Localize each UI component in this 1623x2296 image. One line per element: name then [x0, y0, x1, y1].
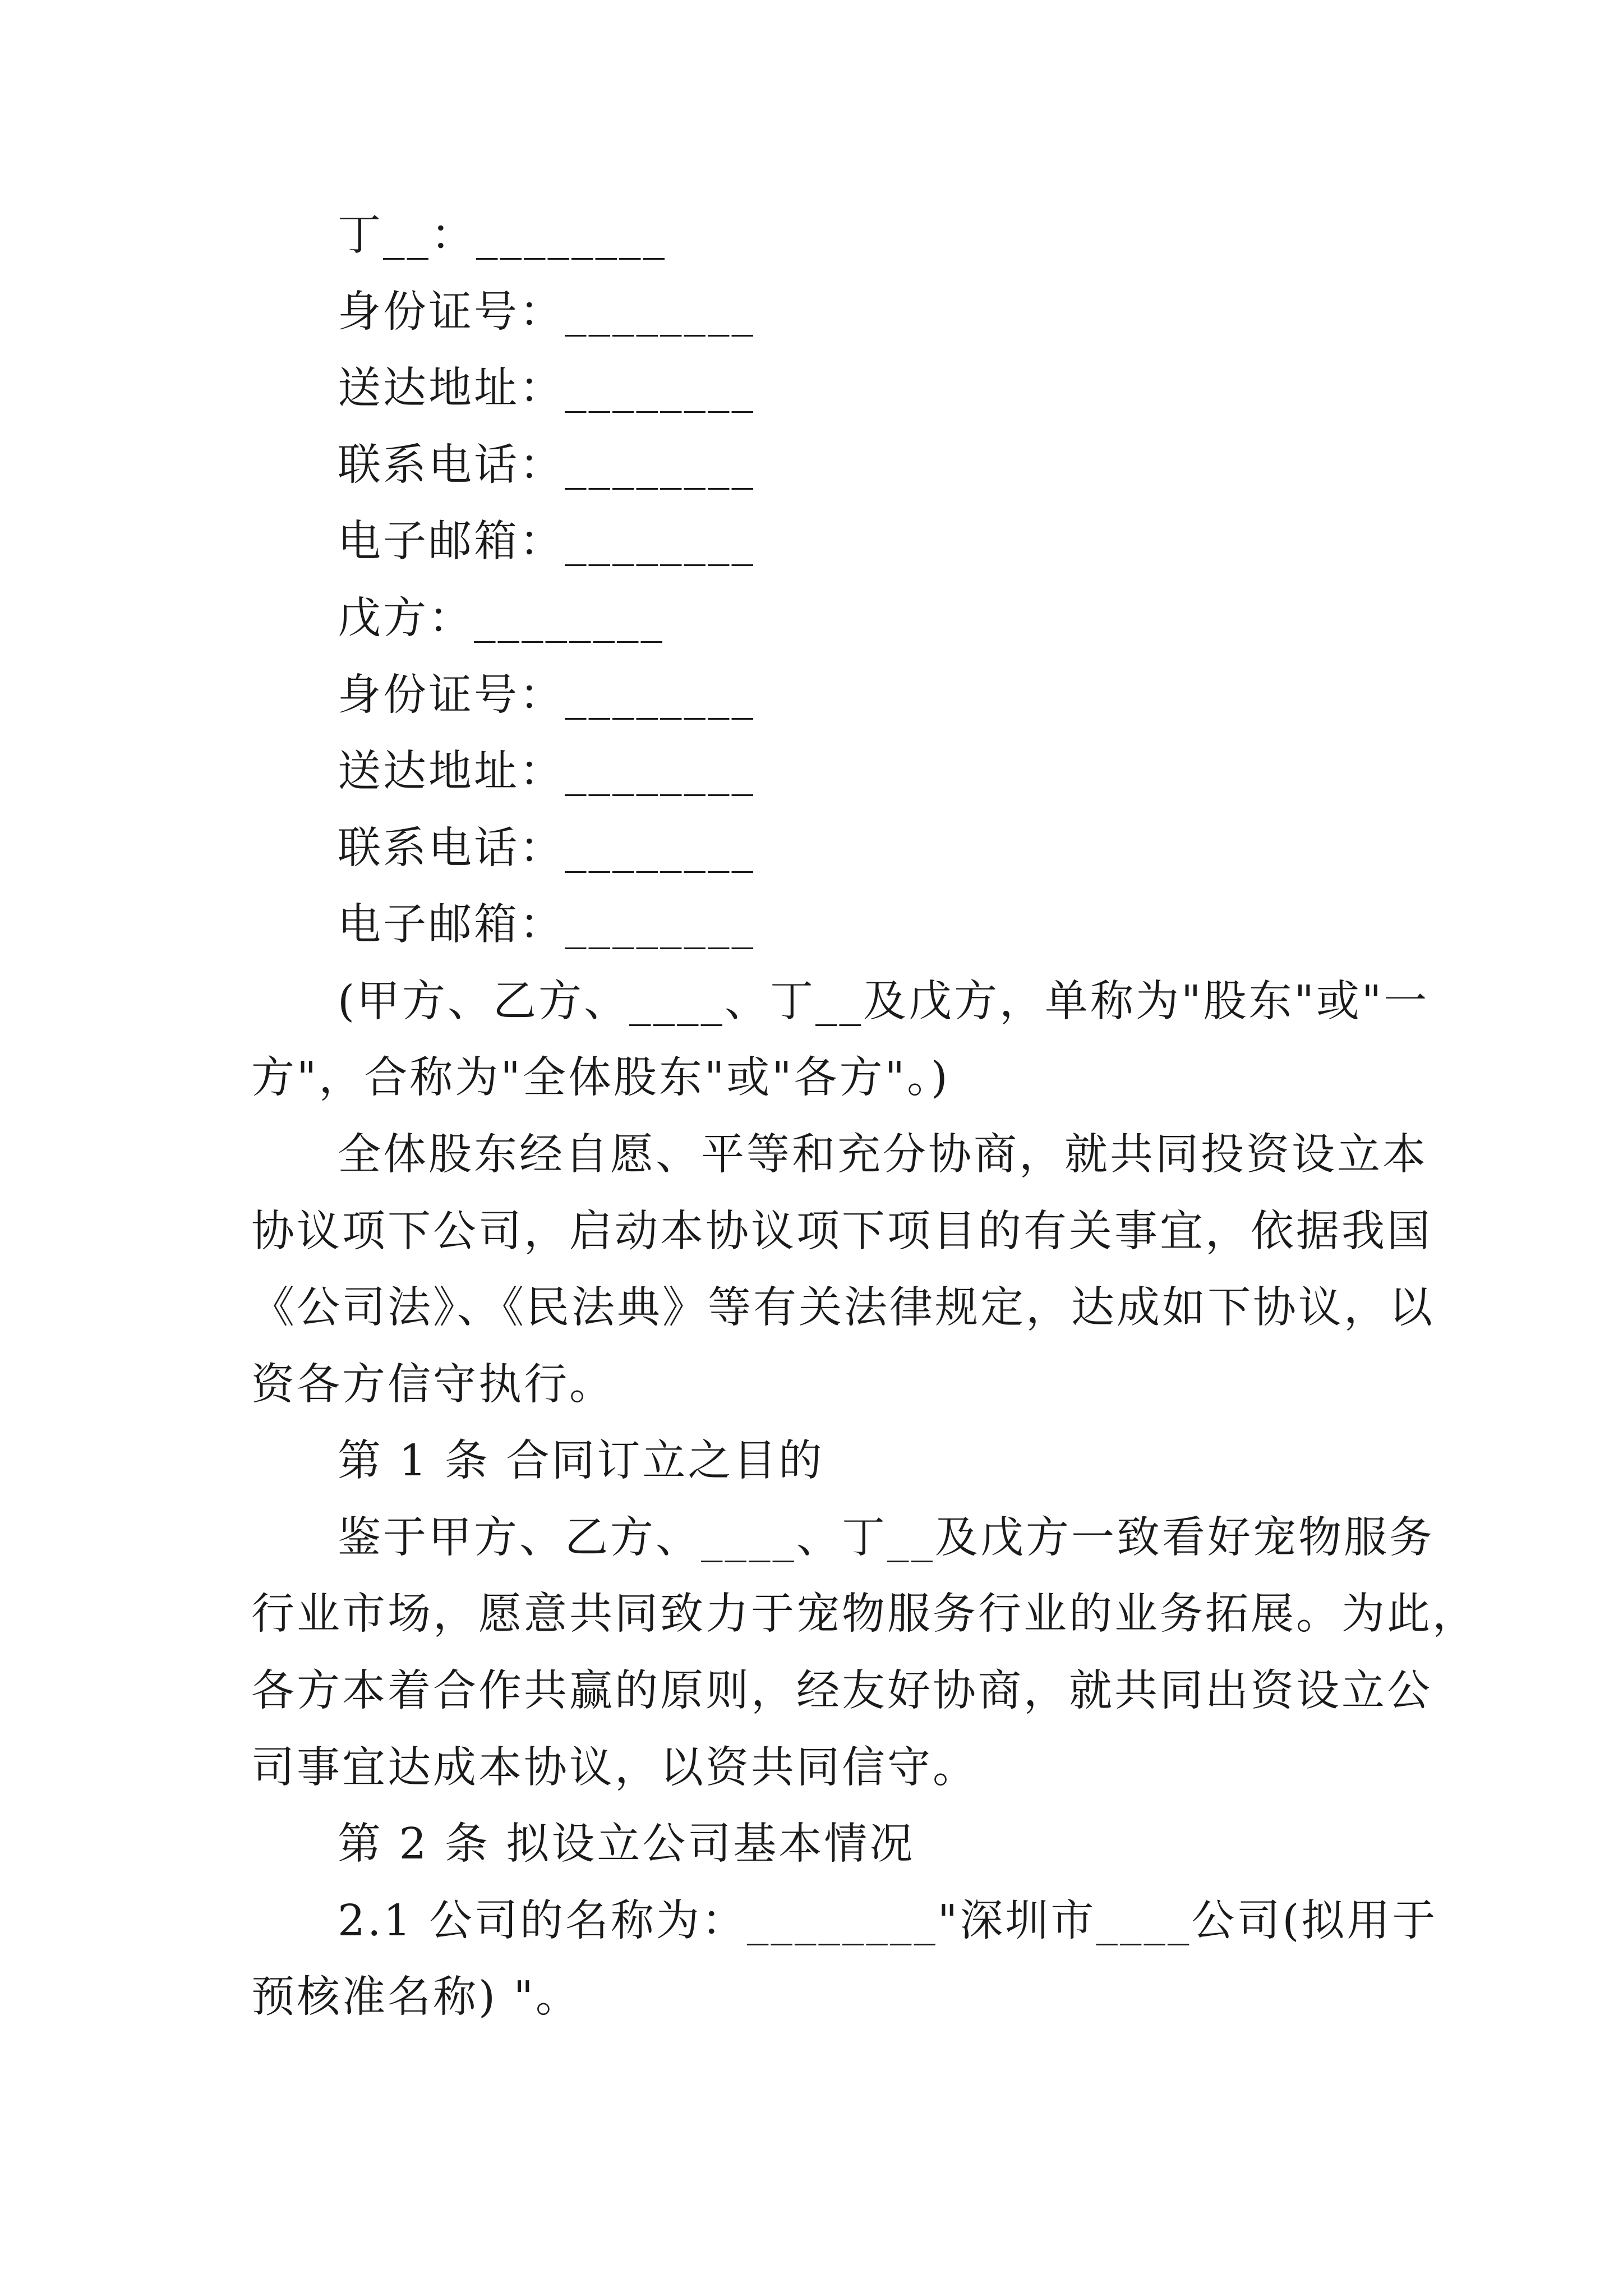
article-1-line-2: 行业市场，愿意共同致力于宠物服务行业的业务拓展。为此，: [251, 1589, 1478, 1639]
preamble-line-2: 协议项下公司，启动本协议项下项目的有关事宜，依据我国: [251, 1207, 1432, 1257]
article-2-heading: 第 2 条 拟设立公司基本情况: [338, 1819, 915, 1869]
party-ding-name: 丁__：________: [338, 210, 667, 260]
article-1-line-1: 鉴于甲方、乙方、____、丁__及戊方一致看好宠物服务: [338, 1513, 1435, 1563]
clause-2-1-line-2: 预核准名称) "。: [251, 1972, 581, 2022]
article-1-line-4: 司事宜达成本协议，以资共同信守。: [251, 1743, 978, 1793]
party-wu-address: 送达地址：________: [338, 747, 755, 797]
party-wu-email: 电子邮箱：________: [338, 900, 755, 950]
party-ding-phone: 联系电话：________: [338, 440, 755, 490]
preamble-line-4: 资各方信守执行。: [251, 1360, 615, 1410]
party-ding-email: 电子邮箱：________: [338, 517, 755, 567]
article-1-heading: 第 1 条 合同订立之目的: [338, 1436, 824, 1486]
parties-definition-line-2: 方"，合称为"全体股东"或"各方"。): [251, 1053, 950, 1103]
party-ding-id-number: 身份证号：________: [338, 287, 755, 337]
article-1-line-3: 各方本着合作共赢的原则，经友好协商，就共同出资设立公: [251, 1666, 1432, 1716]
party-ding-address: 送达地址：________: [338, 364, 755, 413]
party-wu-phone: 联系电话：________: [338, 823, 755, 873]
preamble-line-3: 《公司法》、《民法典》等有关法律规定，达成如下协议，以: [251, 1283, 1435, 1333]
party-wu-name: 戊方：________: [338, 593, 665, 643]
parties-definition-line-1: (甲方、乙方、____、丁__及戊方，单称为"股东"或"一: [338, 977, 1430, 1027]
clause-2-1-line-1: 2.1 公司的名称为：________"深圳市____公司(拟用于: [338, 1896, 1438, 1946]
party-wu-id-number: 身份证号：________: [338, 670, 755, 720]
preamble-line-1: 全体股东经自愿、平等和充分协商，就共同投资设立本: [338, 1130, 1428, 1180]
